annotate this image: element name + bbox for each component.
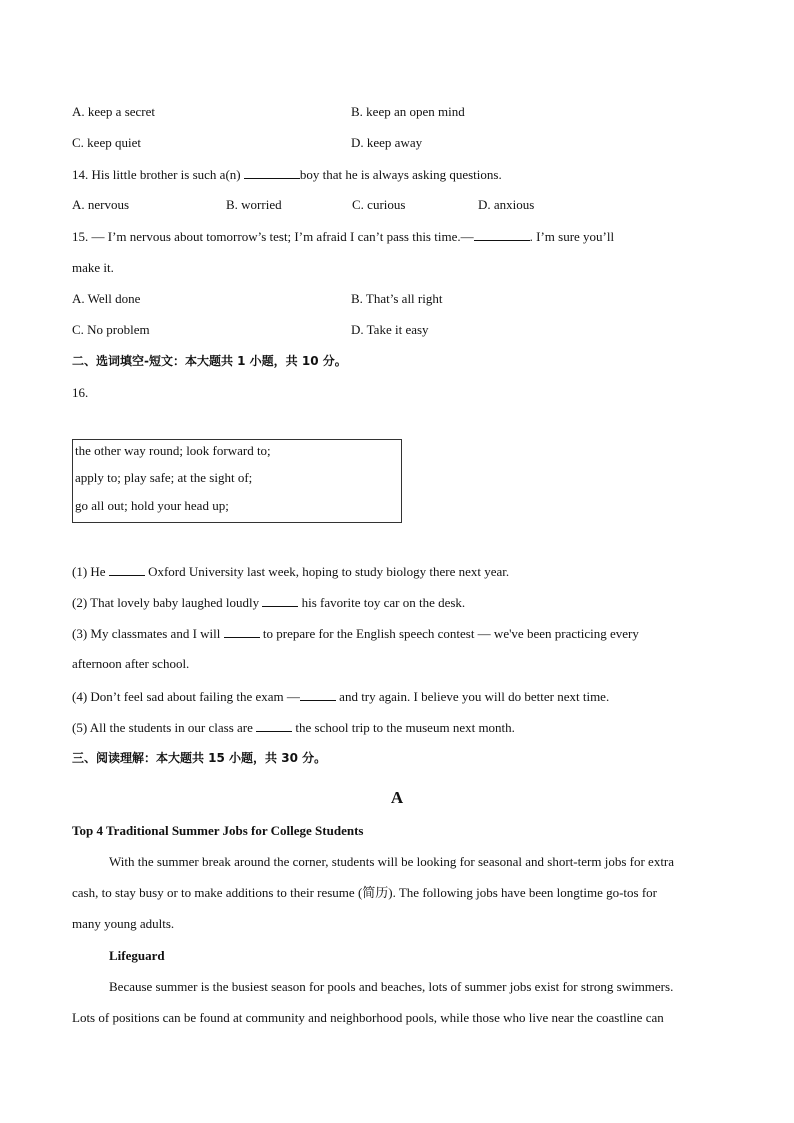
answer-blank <box>300 688 336 701</box>
q14-option-b: B. worried <box>226 197 282 212</box>
q15-blank <box>474 228 530 241</box>
q15-option-d: D. Take it easy <box>351 322 429 337</box>
q16-sentence-5 <box>72 719 515 736</box>
q14-blank <box>244 166 300 179</box>
answer-blank <box>262 594 298 607</box>
subheading-lifeguard: Lifeguard <box>109 948 165 963</box>
q15-option-a: A. Well done <box>72 291 141 306</box>
q15-stem-after: . I’m sure you’ll <box>529 229 615 244</box>
q14-option-d: D. anxious <box>478 197 535 212</box>
q14-option-a: A. nervous <box>72 197 130 212</box>
word-bank-line: go all out; hold your head up; <box>75 498 229 513</box>
q14-stem <box>72 166 502 183</box>
sentence-text: (4) Don’t feel sad about failing the exam — <box>72 689 300 704</box>
sentence-text: (5) All the students in our class are <box>72 720 257 735</box>
sentence-text: to prepare for the English speech contest — we've been practicing every <box>259 626 639 641</box>
word-bank-line: the other way round; look forward to; <box>75 443 271 458</box>
q13-option-c: C. keep quiet <box>72 135 141 150</box>
paragraph-2-line: Lots of positions can be found at community and neighborhood pools, while those who live near the coastline can <box>72 1010 664 1025</box>
q14-stem-after: boy that he is always asking questions. <box>299 167 502 182</box>
q13-option-a: A. keep a secret <box>72 104 156 119</box>
q14-option-c: C. curious <box>352 197 406 212</box>
q15-option-c: C. No problem <box>72 322 150 337</box>
sentence-text: afternoon after school. <box>72 656 190 671</box>
q13-option-b: B. keep an open mind <box>351 104 465 119</box>
section-2-title: 二、选词填空-短文：本大题共 1 小题，共 10 分。 <box>72 354 347 368</box>
q15-stem <box>72 228 614 245</box>
q16-number: 16. <box>72 385 89 400</box>
passage-label: A <box>390 788 404 807</box>
sentence-text: (2) That lovely baby laughed loudly <box>72 595 263 610</box>
sentence-text: his favorite toy car on the desk. <box>298 595 466 610</box>
paragraph-2-line: Because summer is the busiest season for pools and beaches, lots of summer jobs exist for strong swimmers. <box>109 979 674 994</box>
sentence-text: (1) He <box>72 564 109 579</box>
q16-sentence-4 <box>72 688 609 705</box>
q15-stem-line2: make it. <box>72 260 114 275</box>
word-bank-line: apply to; play safe; at the sight of; <box>75 470 253 485</box>
sentence-text: and try again. I believe you will do better next time. <box>335 689 610 704</box>
paragraph-1-line: many young adults. <box>72 916 175 931</box>
q16-sentence-3-cont <box>72 656 189 672</box>
q16-sentence-2 <box>72 594 465 611</box>
answer-blank <box>256 719 292 732</box>
passage-title: Top 4 Traditional Summer Jobs for College Students <box>72 823 364 838</box>
paragraph-1-line: With the summer break around the corner, students will be looking for seasonal and short-term jobs for extra <box>109 854 675 869</box>
q15-option-b: B. That’s all right <box>351 291 443 306</box>
q15-stem-before: 15. — I’m nervous about tomorrow’s test; I’m afraid I can’t pass this time.— <box>72 229 474 244</box>
sentence-text: Oxford University last week, hoping to study biology there next year. <box>144 564 510 579</box>
q14-stem-before: 14. His little brother is such a(n) <box>72 167 244 182</box>
q16-sentence-3 <box>72 625 639 642</box>
sentence-text: (3) My classmates and I will <box>72 626 224 641</box>
q13-option-d: D. keep away <box>351 135 423 150</box>
answer-blank <box>224 625 260 638</box>
word-bank-box <box>72 439 402 523</box>
answer-blank <box>109 563 145 576</box>
sentence-text: the school trip to the museum next month. <box>292 720 515 735</box>
section-3-title: 三、阅读理解：本大题共 15 小题，共 30 分。 <box>72 751 327 765</box>
paragraph-1-line: cash, to stay busy or to make additions to their resume (简历). The following jobs have been longtime go-tos for <box>72 885 658 900</box>
q16-sentence-1 <box>72 563 509 580</box>
